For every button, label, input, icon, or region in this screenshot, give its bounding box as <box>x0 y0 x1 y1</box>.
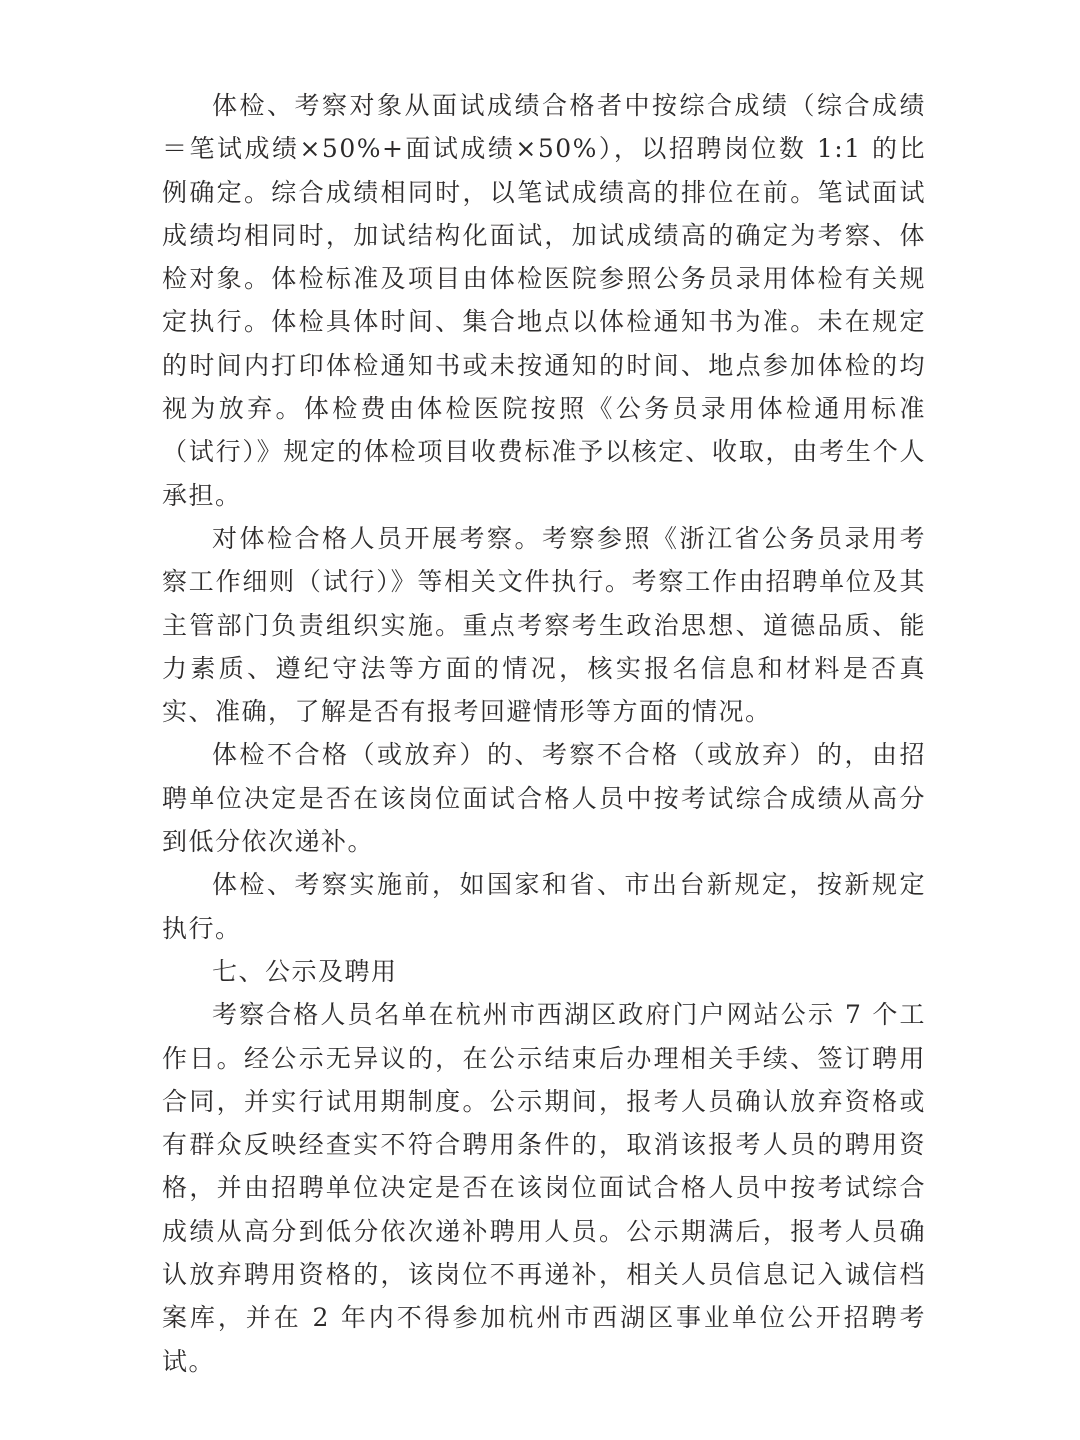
paragraph-physical-exam: 体检、考察对象从面试成绩合格者中按综合成绩（综合成绩＝笔试成绩×50%+面试成绩×50%），以招聘岗位数 1:1 的比例确定。综合成绩相同时，以笔试成绩高的排位在前。笔试面试成绩均相同时，加试结构化面试，加试成绩高的确定为考察、体检对象。体检标准及项目由体检医院参照公务员录用体检有关规定执行。体检具体时间、集合地点以体检通知书为准。未在规定的时间内打印体检通知书或未按通知的时间、地点参加体检的均视为放弃。体检费由体检医院按照《公务员录用体检通用标准（试行）》规定的体检项目收费标准予以核定、收取，由考生个人承担。 <box>162 91 926 510</box>
section-heading: 七、公示及聘用 <box>212 956 398 986</box>
paragraph-publicity-hiring: 考察合格人员名单在杭州市西湖区政府门户网站公示 7 个工作日。经公示无异议的，在公示结束后办理相关手续、签订聘用合同，并实行试用期制度。公示期间，报考人员确认放弃资格或有群众反映经查实不符合聘用条件的，取消该报考人员的聘用资格，并由招聘单位决定是否在该岗位面试合格人员中按考试综合成绩从高分到低分依次递补聘用人员。公示期满后，报考人员确认放弃聘用资格的，该岗位不再递补，相关人员信息记入诚信档案库，并在 2 年内不得参加杭州市西湖区事业单位公开招聘考试。 <box>162 1000 926 1376</box>
paragraph-new-rules: 体检、考察实施前，如国家和省、市出台新规定，按新规定执行。 <box>162 870 926 943</box>
document-body <box>162 84 926 1383</box>
paragraph-inspection: 对体检合格人员开展考察。考察参照《浙江省公务员录用考察工作细则（试行）》等相关文件执行。考察工作由招聘单位及其主管部门负责组织实施。重点考察考生政治思想、道德品质、能力素质、遵纪守法等方面的情况，核实报名信息和材料是否真实、准确，了解是否有报考回避情形等方面的情况。 <box>162 523 926 727</box>
paragraph-substitution: 体检不合格（或放弃）的、考察不合格（或放弃）的，由招聘单位决定是否在该岗位面试合格人员中按考试综合成绩从高分到低分依次递补。 <box>162 740 926 857</box>
